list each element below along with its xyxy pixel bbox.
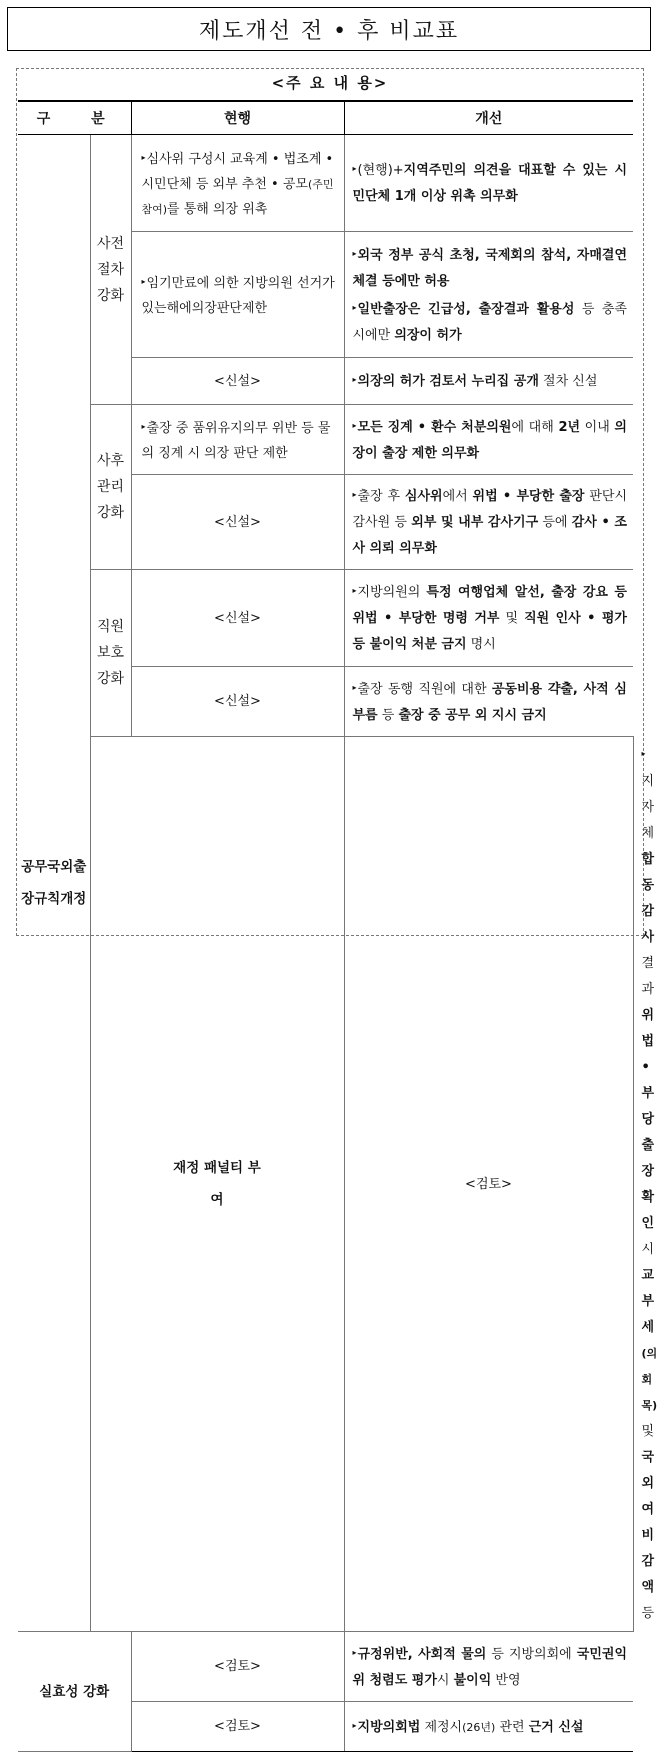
current-cell: <검토> — [344, 737, 633, 1632]
triangle-bullet-icon: ▸ — [141, 152, 146, 162]
section-subtitle: <주 요 내 용> — [271, 74, 389, 92]
improvement-cell: ▸모든 징계 • 환수 처분의원에 대해 2년 이내 의장이 출장 제한 의무화 — [344, 405, 633, 475]
improvement-cell: ▸외국 정부 공식 초청, 국제회의 참석, 자매결연 체결 등에만 허용 ▸일반출장은 긴급성, 출장결과 활용성 등 충족 시에만 의장이 허가 — [344, 232, 633, 358]
table-header-row — [18, 101, 633, 135]
improvement-cell: ▸출장 동행 직원에 대한 공동비용 갹출, 사적 심부름 등 출장 중 공무 외 지시 금지 — [344, 667, 633, 737]
page-title: 제도개선 전 • 후 비교표 — [7, 7, 651, 51]
category-rules-label: 공무국외출장규칙개정 — [21, 859, 87, 907]
category-rules — [18, 135, 90, 1632]
triangle-bullet-icon: ▸ — [141, 421, 146, 431]
current-cell: ▸출장 중 품위유지의무 위반 등 물의 징계 시 의장 판단 제한 — [131, 405, 344, 475]
triangle-bullet-icon: ▸ — [352, 164, 357, 173]
category-finance: 재정 패널티 부여 — [90, 737, 344, 1632]
table-row — [18, 405, 633, 475]
triangle-bullet-icon: ▸ — [141, 276, 146, 286]
table-row — [18, 1632, 633, 1702]
improvement-cell: ▸규정위반, 사회적 물의 등 지방의회에 국민권익위 청렴도 평가시 불이익 반영 — [344, 1632, 633, 1702]
improvement-cell: ▸의장의 허가 검토서 누리집 공개 절차 신설 — [344, 358, 633, 405]
improvement-cell: ▸지방의원의 특정 여행업체 알선, 출장 강요 등 위법 • 부당한 명령 거부 및 직원 인사 • 평가 등 불이익 처분 금지 명시 — [344, 570, 633, 667]
current-cell: <신설> — [131, 667, 344, 737]
improvement-cell: ▸지방의회법 제정시(26년) 관련 근거 신설 — [344, 1702, 633, 1752]
comparison-table — [18, 100, 658, 1752]
triangle-bullet-icon: ▸ — [641, 749, 646, 758]
triangle-bullet-icon: ▸ — [352, 302, 357, 312]
subcategory-post: 사후 관리 강화 — [90, 405, 131, 570]
triangle-bullet-icon: ▸ — [352, 682, 357, 692]
table-row: 재정 패널티 부여 <검토> ▸지자체 합동감사 결과 위법 • 부당 출장 확인시 교부세(의회목) 및 국외여비 감액 등 — [18, 737, 633, 1632]
category-effect: 실효성 강화 — [18, 1632, 131, 1752]
current-cell: <신설> — [131, 475, 344, 570]
subcategory-staff: 직원 보호 강화 — [90, 570, 131, 737]
current-cell: ▸심사위 구성시 교육계 • 법조계 • 시민단체 등 외부 추천 • 공모(주민참여)를 통해 의장 위촉 — [131, 135, 344, 232]
triangle-bullet-icon: ▸ — [352, 1720, 357, 1730]
triangle-bullet-icon: ▸ — [352, 375, 357, 384]
triangle-bullet-icon: ▸ — [352, 1647, 357, 1657]
triangle-bullet-icon: ▸ — [352, 490, 357, 499]
current-cell: <신설> — [131, 358, 344, 405]
current-cell: <신설> — [131, 570, 344, 667]
header-improvement: 개선 — [344, 101, 633, 135]
current-cell: ▸임기만료에 의한 지방의원 선거가있는해에의장판단제한 — [131, 232, 344, 358]
current-cell: <검토> — [131, 1702, 344, 1752]
table-row — [18, 570, 633, 667]
triangle-bullet-icon: ▸ — [352, 420, 357, 430]
improvement-cell: ▸(현행)+지역주민의 의견을 대표할 수 있는 시민단체 1개 이상 위촉 의무화 — [344, 135, 633, 232]
triangle-bullet-icon: ▸ — [352, 248, 357, 258]
current-cell: <검토> — [131, 1632, 344, 1702]
header-current: 현행 — [131, 101, 344, 135]
table-row — [18, 135, 633, 232]
triangle-bullet-icon: ▸ — [352, 586, 357, 595]
improvement-cell: ▸출장 후 심사위에서 위법 • 부당한 출장 판단시 감사원 등 외부 및 내부 감사기구 등에 감사 • 조사 의뢰 의무화 — [344, 475, 633, 570]
subcategory-prior: 사전 절차 강화 — [90, 135, 131, 405]
header-gubun: 구 분 — [18, 101, 131, 135]
